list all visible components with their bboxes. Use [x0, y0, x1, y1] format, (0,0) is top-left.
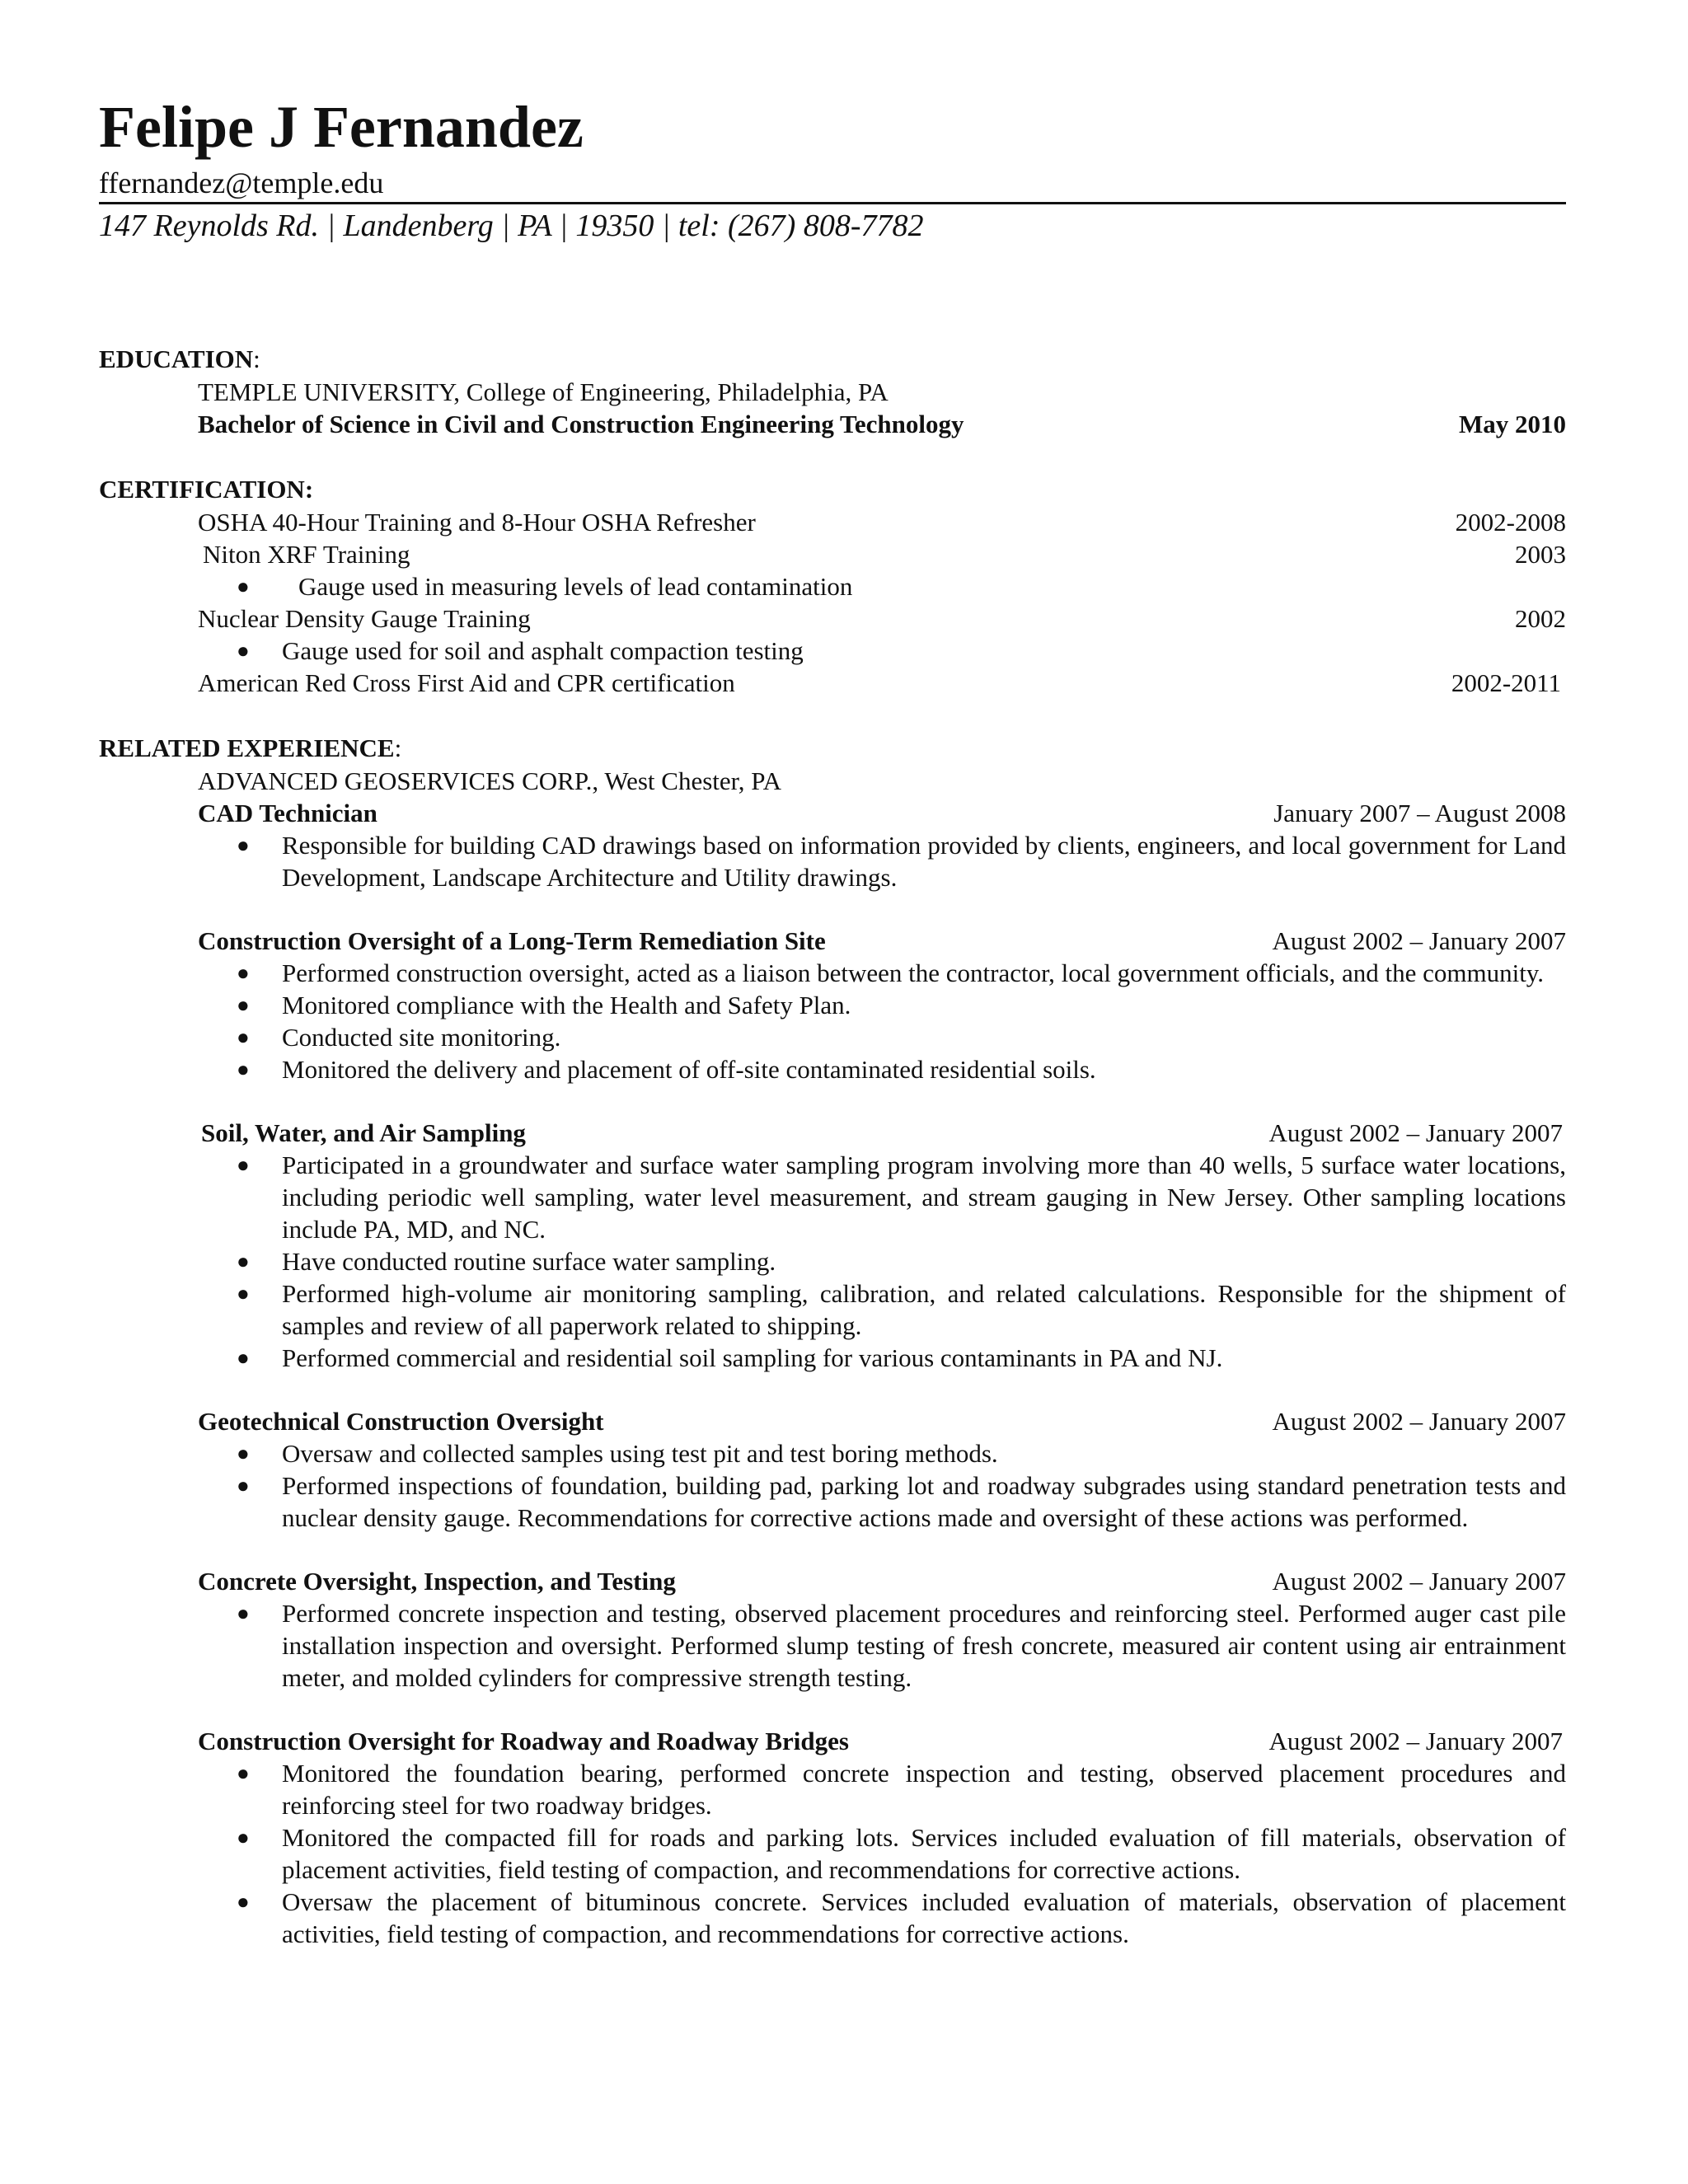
role-header	[198, 1565, 1566, 1597]
bullet-icon: ●	[237, 1024, 250, 1049]
bullet-icon: ●	[237, 1249, 250, 1273]
education-block	[198, 376, 1566, 440]
list-item: ● Oversaw the placement of bituminous concrete. Services included evaluation of materials, observation of placement activities, field testing of compaction, and recommendations for corrective actions.	[237, 1886, 1566, 1948]
certification-date: 2003	[1515, 539, 1566, 569]
certification-label: American Red Cross First Aid and CPR certification	[198, 668, 735, 697]
list-item: ● Monitored the compacted fill for roads and parking lots. Services included evaluation of fill materials, observation of placement activities, field testing of compaction, and recommendations for corrective actions.	[237, 1822, 1566, 1884]
role-date: August 2002 – January 2007	[1268, 1118, 1563, 1147]
role-date: August 2002 – January 2007	[1272, 1406, 1566, 1436]
email-address: ffernandez@temple.edu	[99, 166, 384, 199]
certification-item	[198, 538, 1566, 570]
role-title: Construction Oversight for Roadway and Roadway Bridges	[198, 1726, 849, 1755]
certification-block	[198, 506, 1566, 699]
certification-date: 2002	[1515, 603, 1566, 633]
list-item: ● Gauge used for soil and asphalt compaction testing	[237, 635, 804, 665]
list-item: ● Performed high-volume air monitoring sampling, calibration, and related calculations. Responsible for the shipment of samples and review of all paperwork related to shipping.	[237, 1278, 1566, 1340]
role-date: August 2002 – January 2007	[1272, 1566, 1566, 1596]
list-item: ● Responsible for building CAD drawings based on information provided by clients, engineers, and local government for Land Development, Landscape Architecture and Utility drawings.	[237, 830, 1566, 892]
header-divider	[99, 202, 1566, 204]
role-title: Construction Oversight of a Long-Term Remediation Site	[198, 926, 826, 955]
list-item: ● Participated in a groundwater and surface water sampling program involving more than 40 wells, 5 surface water locations, including periodic well sampling, water level measurement, and stream gauging in New Jersey. Other sampling locations include PA, MD, and NC.	[237, 1150, 1566, 1244]
role-bullets	[198, 957, 1566, 1085]
role-title: CAD Technician	[198, 798, 377, 827]
list-item: ● Oversaw and collected samples using test pit and test boring methods.	[237, 1438, 998, 1468]
degree-date: May 2010	[1458, 409, 1566, 438]
role-bullets	[198, 1437, 1566, 1534]
bullet-icon: ●	[237, 1152, 250, 1177]
education-school-line	[198, 376, 1566, 408]
certification-date: 2002-2011	[1451, 668, 1561, 697]
bullet-icon: ●	[237, 1281, 250, 1305]
certification-item	[198, 506, 1566, 538]
bullet-icon: ●	[237, 992, 250, 1017]
certification-heading: CERTIFICATION:	[99, 474, 314, 504]
employer-line	[198, 765, 1566, 797]
bullet-icon: ●	[237, 1601, 250, 1625]
candidate-name: Felipe J Fernandez	[99, 94, 584, 160]
education-heading: EDUCATION:	[99, 344, 260, 373]
bullet-icon: ●	[237, 1345, 250, 1370]
employer-name: ADVANCED GEOSERVICES CORP., West Chester, PA	[198, 766, 782, 795]
certification-label: OSHA 40-Hour Training and 8-Hour OSHA Refresher	[198, 507, 756, 537]
role-title: Soil, Water, and Air Sampling	[201, 1118, 526, 1147]
role-bullets	[198, 829, 1566, 893]
certification-item	[198, 602, 1566, 635]
list-item: ● Have conducted routine surface water sampling.	[237, 1246, 776, 1276]
role-header	[198, 925, 1566, 957]
certification-bullets	[198, 570, 1566, 602]
list-item: ● Performed commercial and residential soil sampling for various contaminants in PA and NJ.	[237, 1343, 1223, 1372]
resume-page	[99, 82, 1566, 1950]
certification-label: Niton XRF Training	[203, 539, 410, 569]
role-bullets	[198, 1149, 1566, 1374]
list-item: ● Gauge used in measuring levels of lead contamination	[237, 571, 853, 601]
school-name: TEMPLE UNIVERSITY, College of Engineering, Philadelphia, PA	[198, 377, 889, 406]
role-date: August 2002 – January 2007	[1268, 1726, 1563, 1755]
list-item: ● Conducted site monitoring.	[237, 1022, 561, 1052]
experience-title: RELATED EXPERIENCE	[99, 733, 395, 762]
list-item: ● Performed concrete inspection and testing, observed placement procedures and reinforcing steel. Performed auger cast pile installation inspection and oversight. Performed slump testing of fresh concrete, measured air content using air entrainment meter, and molded cylinders for compressive strength testing.	[237, 1598, 1566, 1692]
role-bullets	[198, 1597, 1566, 1694]
bullet-icon: ●	[237, 1889, 250, 1914]
role-header	[198, 1117, 1566, 1149]
role-title: Geotechnical Construction Oversight	[198, 1406, 604, 1436]
bullet-icon: ●	[237, 1825, 250, 1849]
list-item: ● Monitored compliance with the Health and Safety Plan.	[237, 990, 851, 1019]
bullet-icon: ●	[237, 1760, 250, 1785]
bullet-icon: ●	[237, 574, 250, 598]
role-bullets	[198, 1757, 1566, 1950]
role-header	[198, 1405, 1566, 1437]
list-item: ● Monitored the delivery and placement of off-site contaminated residential soils.	[237, 1054, 1096, 1084]
bullet-icon: ●	[237, 638, 250, 663]
experience-block	[198, 765, 1566, 1950]
certification-date: 2002-2008	[1455, 507, 1566, 537]
bullet-icon: ●	[237, 832, 250, 857]
bullet-icon: ●	[237, 1057, 250, 1081]
certification-bullets	[198, 635, 1566, 667]
education-title: EDUCATION	[99, 344, 254, 373]
certification-item	[198, 667, 1566, 699]
degree-name: Bachelor of Science in Civil and Construction Engineering Technology	[198, 409, 964, 438]
certification-label: Nuclear Density Gauge Training	[198, 603, 531, 633]
role-date: August 2002 – January 2007	[1272, 926, 1566, 955]
list-item: ● Performed inspections of foundation, building pad, parking lot and roadway subgrades using standard penetration tests and nuclear density gauge. Recommendations for corrective actions made and oversight of these actions was performed.	[237, 1470, 1566, 1532]
education-degree-line	[198, 408, 1566, 440]
bullet-icon: ●	[237, 1473, 250, 1497]
experience-heading: RELATED EXPERIENCE:	[99, 733, 402, 762]
role-title: Concrete Oversight, Inspection, and Testing	[198, 1566, 676, 1596]
role-date: January 2007 – August 2008	[1273, 798, 1566, 827]
bullet-icon: ●	[237, 1441, 250, 1465]
contact-address: 147 Reynolds Rd. | Landenberg | PA | 19350 | tel: (267) 808-7782	[99, 209, 924, 244]
list-item: ● Monitored the foundation bearing, performed concrete inspection and testing, observed placement procedures and reinforcing steel for two roadway bridges.	[237, 1758, 1566, 1820]
role-header	[198, 797, 1566, 829]
bullet-icon: ●	[237, 960, 250, 985]
list-item: ● Performed construction oversight, acted as a liaison between the contractor, local government officials, and the community.	[237, 958, 1545, 987]
role-header	[198, 1725, 1566, 1757]
